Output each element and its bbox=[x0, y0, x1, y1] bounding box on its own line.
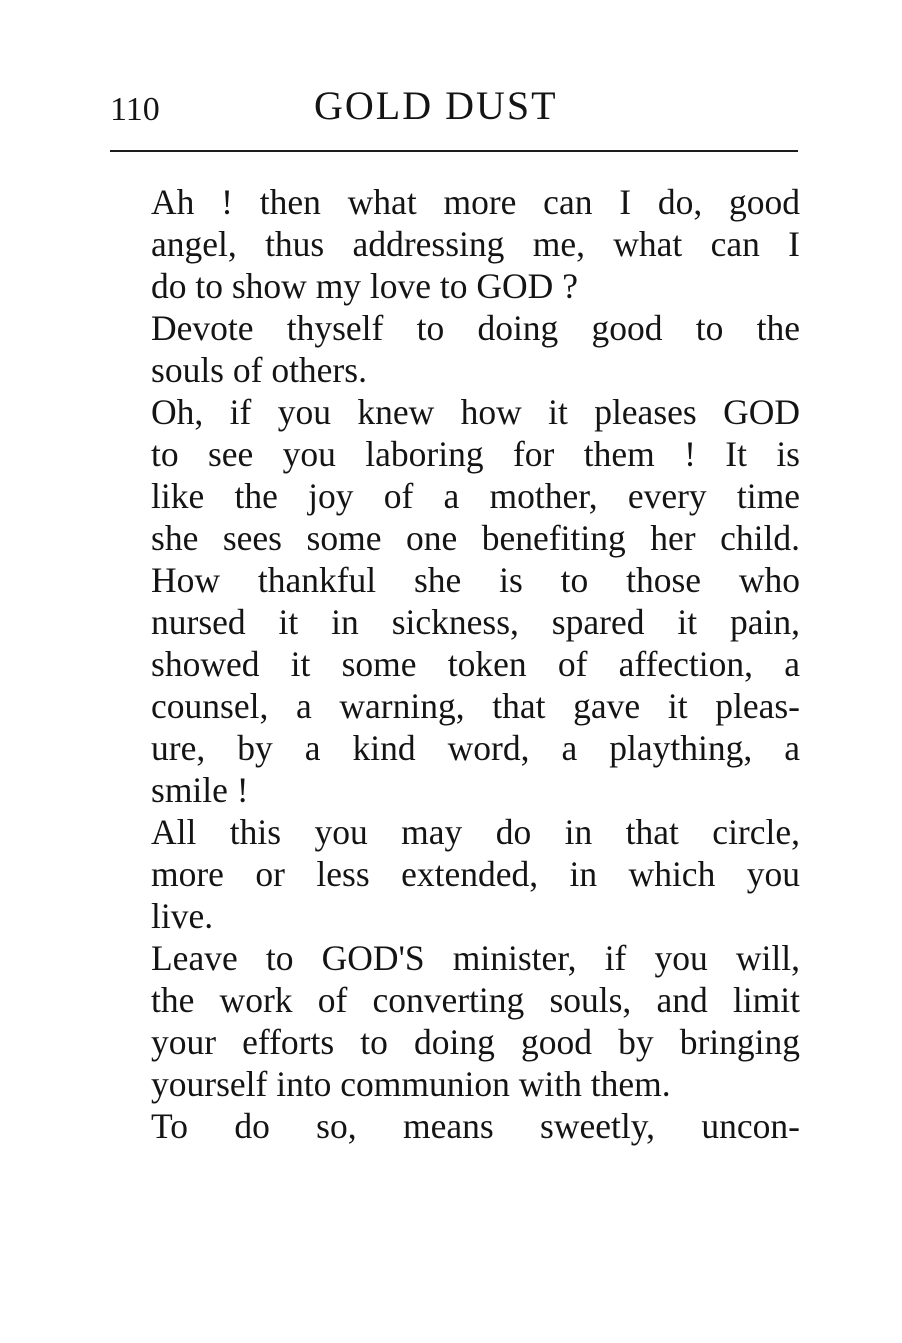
header-rule bbox=[110, 150, 798, 152]
text-line: All this you may do in that circle, bbox=[151, 812, 800, 852]
text-line: ure, by a kind word, a plaything, a bbox=[151, 728, 800, 768]
text-line: live. bbox=[151, 896, 214, 936]
text-line: counsel, a warning, that gave it pleas- bbox=[151, 686, 800, 726]
running-title: GOLD DUST bbox=[314, 83, 558, 128]
page-number: 110 bbox=[110, 91, 160, 128]
text-line: your efforts to doing good by bringing bbox=[151, 1022, 800, 1062]
text-line: more or less extended, in which you bbox=[151, 854, 800, 894]
paragraph-3 bbox=[108, 391, 800, 559]
text-line: nursed it in sickness, spared it pain, bbox=[151, 602, 800, 642]
paragraph-5 bbox=[108, 811, 800, 937]
text-line: showed it some token of affection, a bbox=[151, 644, 800, 684]
paragraph-7 bbox=[108, 1105, 800, 1147]
text-line: souls of others. bbox=[151, 350, 367, 390]
text-line: smile ! bbox=[151, 770, 249, 810]
text-line: to see you laboring for them ! It is bbox=[151, 434, 800, 474]
text-line: the work of converting souls, and limit bbox=[151, 980, 800, 1020]
paragraph-1 bbox=[108, 181, 800, 307]
text-line: Ah ! then what more can I do, good bbox=[151, 182, 800, 222]
text-line: like the joy of a mother, every time bbox=[151, 476, 800, 516]
text-line: Oh, if you knew how it pleases GOD bbox=[151, 392, 800, 432]
paragraph-2 bbox=[108, 307, 800, 391]
text-line: How thankful she is to those who bbox=[151, 560, 800, 600]
paragraph-4 bbox=[108, 559, 800, 811]
text-line: do to show my love to GOD ? bbox=[151, 266, 578, 306]
text-line: she sees some one benefiting her child. bbox=[151, 518, 800, 558]
text-line: Leave to GOD'S minister, if you will, bbox=[151, 938, 800, 978]
text-line: yourself into communion with them. bbox=[151, 1064, 671, 1104]
text-line: Devote thyself to doing good to the bbox=[151, 308, 800, 348]
body-text bbox=[108, 181, 800, 1147]
text-line: To do so, means sweetly, uncon- bbox=[151, 1106, 800, 1146]
running-head bbox=[110, 82, 800, 132]
text-line: angel, thus addressing me, what can I bbox=[151, 224, 800, 264]
paragraph-6 bbox=[108, 937, 800, 1105]
